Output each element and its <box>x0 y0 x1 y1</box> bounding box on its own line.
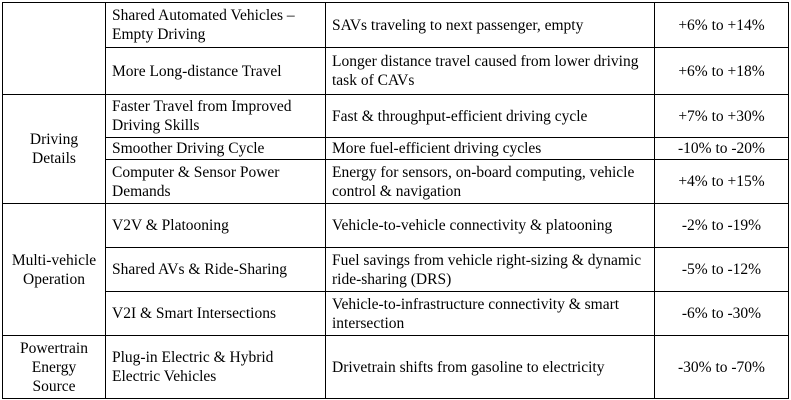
category-cell-blank <box>3 3 106 95</box>
table-row <box>3 292 789 336</box>
table-row <box>3 336 789 399</box>
table-row <box>3 95 789 138</box>
impact-cell: +4% to +15% <box>655 160 789 204</box>
description-cell: Longer distance travel caused from lower driving task of CAVs <box>326 48 655 95</box>
impact-cell: -30% to -70% <box>655 336 789 399</box>
category-cell-powertrain-energy-source: Powertrain Energy Source <box>3 336 106 399</box>
table-row <box>3 204 789 248</box>
description-cell: Vehicle-to-vehicle connectivity & platooning <box>326 204 655 248</box>
factor-cell: V2I & Smart Intersections <box>106 292 326 336</box>
table-row <box>3 48 789 95</box>
factor-cell: Faster Travel from Improved Driving Skills <box>106 95 326 138</box>
factor-cell: Plug-in Electric & Hybrid Electric Vehicles <box>106 336 326 399</box>
table-row <box>3 3 789 48</box>
description-cell: Vehicle-to-infrastructure connectivity & smart intersection <box>326 292 655 336</box>
impact-cell: -6% to -30% <box>655 292 789 336</box>
description-cell: Fast & throughput-efficient driving cycle <box>326 95 655 138</box>
factor-cell: Shared AVs & Ride-Sharing <box>106 248 326 292</box>
category-cell-multi-vehicle-operation: Multi-vehicle Operation <box>3 204 106 336</box>
factor-cell: Shared Automated Vehicles – Empty Driving <box>106 3 326 48</box>
impact-cell: +6% to +14% <box>655 3 789 48</box>
description-cell: More fuel-efficient driving cycles <box>326 138 655 160</box>
impact-cell: -10% to -20% <box>655 138 789 160</box>
category-cell-driving-details: Driving Details <box>3 95 106 204</box>
table-row <box>3 138 789 160</box>
description-cell: Drivetrain shifts from gasoline to electricity <box>326 336 655 399</box>
table-row <box>3 248 789 292</box>
factor-cell: Computer & Sensor Power Demands <box>106 160 326 204</box>
factor-cell: Smoother Driving Cycle <box>106 138 326 160</box>
factor-cell: More Long-distance Travel <box>106 48 326 95</box>
factor-cell: V2V & Platooning <box>106 204 326 248</box>
description-cell: Fuel savings from vehicle right-sizing & dynamic ride-sharing (DRS) <box>326 248 655 292</box>
description-cell: Energy for sensors, on-board computing, vehicle control & navigation <box>326 160 655 204</box>
impact-cell: -2% to -19% <box>655 204 789 248</box>
energy-impact-table <box>2 2 789 399</box>
description-cell: SAVs traveling to next passenger, empty <box>326 3 655 48</box>
table-row <box>3 160 789 204</box>
impact-cell: -5% to -12% <box>655 248 789 292</box>
impact-cell: +7% to +30% <box>655 95 789 138</box>
impact-cell: +6% to +18% <box>655 48 789 95</box>
